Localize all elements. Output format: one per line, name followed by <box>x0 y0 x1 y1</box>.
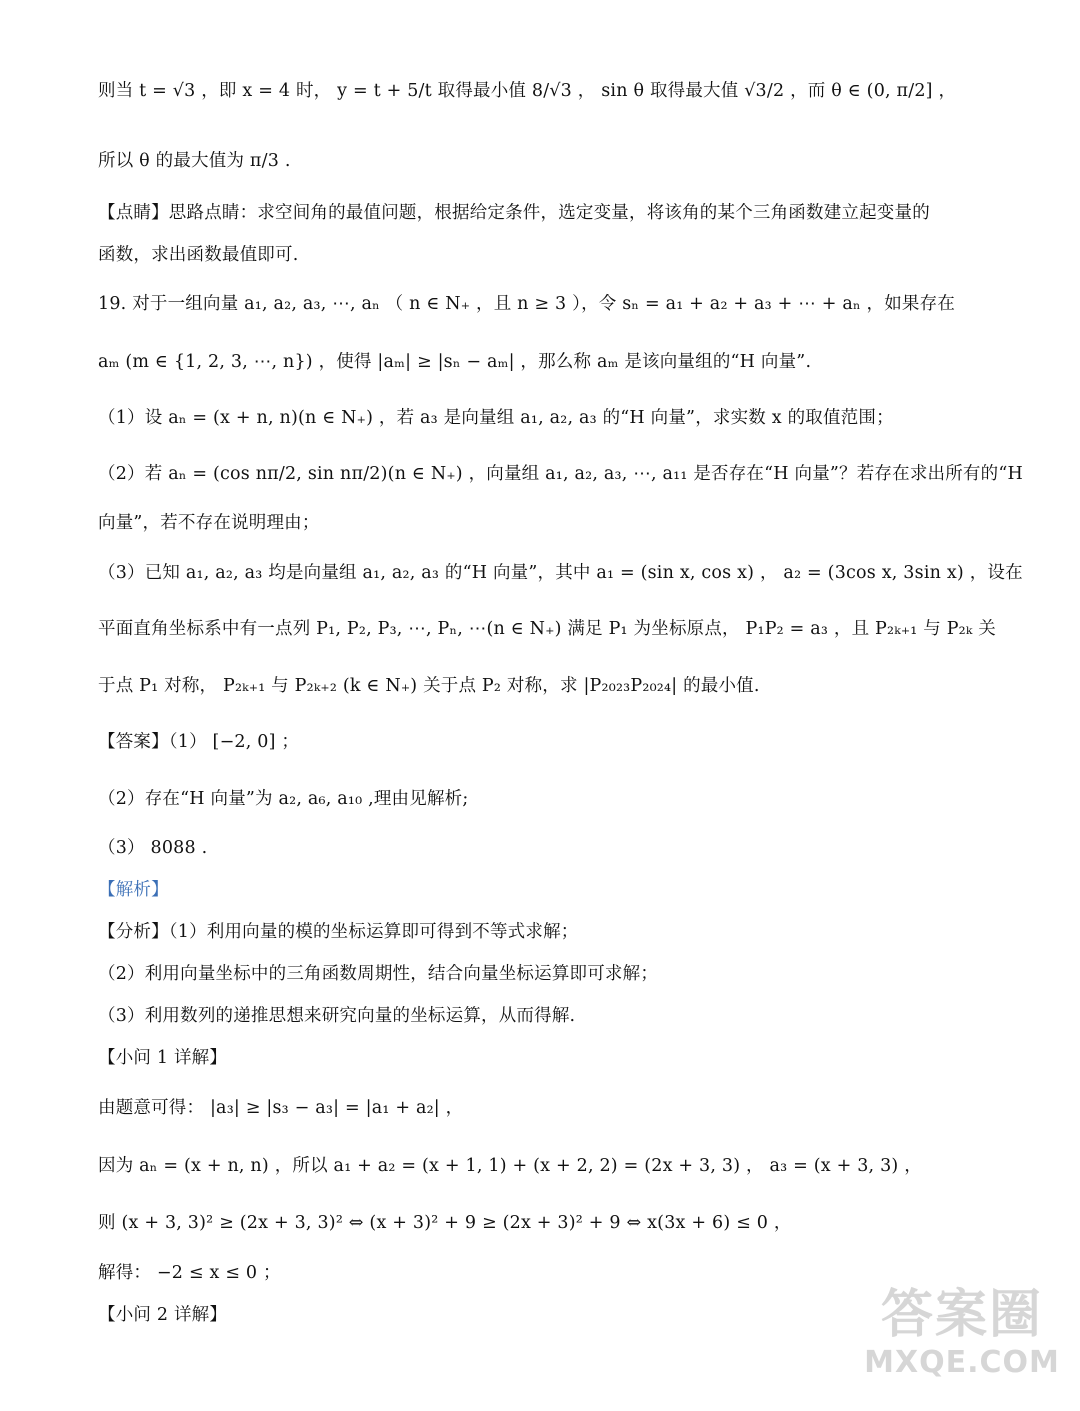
part-2-question-line-2: 向量”，若不存在说明理由； <box>98 513 320 533</box>
answer-line-3: （3） 8088 . <box>98 838 208 858</box>
text-line-2: 所以 θ 的最大值为 π/3 . <box>98 151 291 171</box>
watermark-bottom: MXQE.COM <box>864 1345 1060 1380</box>
part-3-question-line-3: 于点 P₁ 对称， P₂ₖ₊₁ 与 P₂ₖ₊₂ (k ∈ N₊) 关于点 P₂ 对称，求 |P₂₀₂₃P₂₀₂₄| 的最小值. <box>98 676 760 696</box>
part-2-solution-heading: 【小问 2 详解】 <box>98 1305 228 1325</box>
solution-line-1: 由题意可得： |a₃| ≥ |s₃ − a₃| = |a₁ + a₂| ， <box>98 1098 464 1118</box>
part-1-solution-heading: 【小问 1 详解】 <box>98 1048 228 1068</box>
watermark-logo <box>862 1285 1062 1405</box>
answer-line-1: 【答案】（1） [−2, 0] ； <box>98 732 300 752</box>
comment-line-1: 【点睛】思路点睛：求空间角的最值问题，根据给定条件，选定变量，将该角的某个三角函数建立起变量的 <box>98 203 930 223</box>
part-3-question-line-1: （3）已知 a₁, a₂, a₃ 均是向量组 a₁, a₂, a₃ 的“H 向量”，其中 a₁ = (sin x, cos x) ， a₂ = (3cos x, 3sin x) ，设在 <box>98 563 1023 583</box>
analysis-heading: 【解析】 <box>98 880 169 900</box>
problem-19-line-2: aₘ (m ∈ {1, 2, 3, ⋯, n}) ，使得 |aₘ| ≥ |sₙ − aₘ| ，那么称 aₘ 是该向量组的“H 向量”. <box>98 352 812 372</box>
problem-19-line-1: 19. 对于一组向量 a₁, a₂, a₃, ⋯, aₙ （ n ∈ N₊ ，且 n ≥ 3 ），令 sₙ = a₁ + a₂ + a₃ + ⋯ + aₙ ，如果存在 <box>98 294 956 314</box>
solution-line-3: 则 (x + 3, 3)² ≥ (2x + 3, 3)² ⇔ (x + 3)² + 9 ≥ (2x + 3)² + 9 ⇔ x(3x + 6) ≤ 0 ， <box>98 1213 792 1233</box>
answer-line-2: （2）存在“H 向量”为 a₂, a₆, a₁₀ ,理由见解析; <box>98 789 469 809</box>
watermark-top: 答案圈 <box>880 1285 1043 1345</box>
analysis-line-2: （2）利用向量坐标中的三角函数周期性，结合向量坐标运算即可求解； <box>98 964 659 984</box>
analysis-line-1: 【分析】（1）利用向量的模的坐标运算即可得到不等式求解； <box>98 922 579 942</box>
solution-line-4: 解得： −2 ≤ x ≤ 0 ； <box>98 1263 281 1283</box>
text-line-1: 则当 t = √3 ，即 x = 4 时， y = t + 5/t 取得最小值 8/√3 ， sin θ 取得最大值 √3/2 ，而 θ ∈ (0, π/2] ， <box>98 81 957 101</box>
part-3-question-line-2: 平面直角坐标系中有一点列 P₁, P₂, P₃, ⋯, Pₙ, ⋯(n ∈ N₊) 满足 P₁ 为坐标原点， P₁P₂ = a₃ ，且 P₂ₖ₊₁ 与 P₂ₖ 关 <box>98 619 996 639</box>
comment-line-2: 函数，求出函数最值即可. <box>98 245 299 265</box>
solution-line-2: 因为 aₙ = (x + n, n) ，所以 a₁ + a₂ = (x + 1, 1) + (x + 2, 2) = (2x + 3, 3) ， a₃ = (x + 3, 3) ， <box>98 1156 922 1176</box>
part-1-question: （1）设 aₙ = (x + n, n)(n ∈ N₊) ，若 a₃ 是向量组 a₁, a₂, a₃ 的“H 向量”，求实数 x 的取值范围； <box>98 408 894 428</box>
analysis-line-3: （3）利用数列的递推思想来研究向量的坐标运算，从而得解. <box>98 1006 576 1026</box>
part-2-question-line-1: （2）若 aₙ = (cos nπ/2, sin nπ/2)(n ∈ N₊) ，向量组 a₁, a₂, a₃, ⋯, a₁₁ 是否存在“H 向量”？若存在求出所有的“H <box>98 464 1023 484</box>
